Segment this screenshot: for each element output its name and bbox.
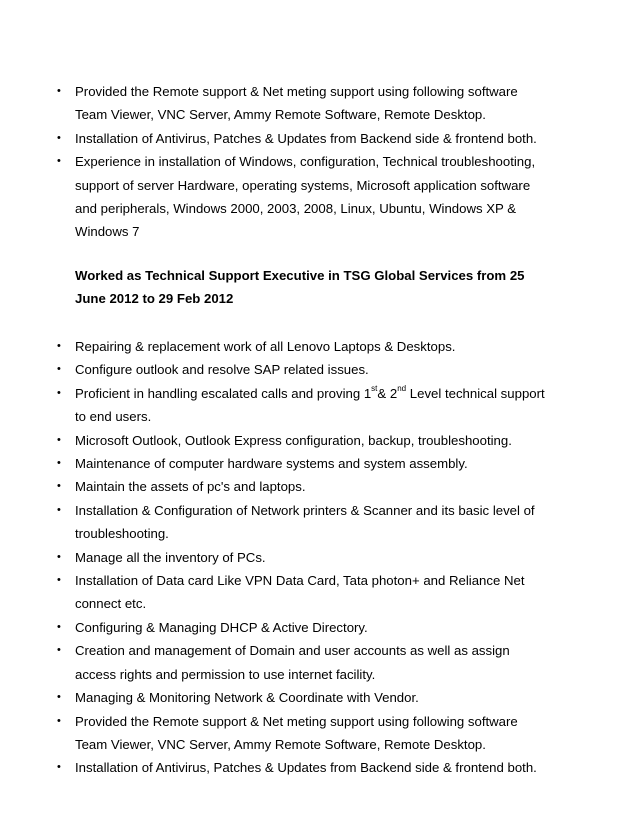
bullet-icon: • <box>57 85 61 97</box>
experience-list-1 <box>55 80 575 244</box>
list-item <box>55 358 575 381</box>
list-item <box>55 429 575 452</box>
list-item-line: Provided the Remote support & Net meting support using following software <box>75 713 518 729</box>
bullet-icon: • <box>57 550 61 563</box>
list-item-line: and peripherals, Windows 2000, 2003, 2008, Linux, Ubuntu, Windows XP & <box>75 201 517 217</box>
bullet-icon: • <box>57 340 61 352</box>
experience-list-2 <box>55 335 575 780</box>
list-item <box>55 639 575 686</box>
bullet-icon: • <box>57 131 61 144</box>
list-item <box>55 150 575 244</box>
list-item-line: Creation and management of Domain and user accounts as well as assign <box>75 643 510 659</box>
list-item-line: Configure outlook and resolve SAP related issues. <box>75 362 369 378</box>
list-item-line: Managing & Monitoring Network & Coordinate with Vendor. <box>75 690 419 706</box>
list-item <box>55 569 575 616</box>
list-item <box>55 335 575 358</box>
list-item-line: support of server Hardware, operating systems, Microsoft application software <box>75 177 531 193</box>
bullet-list <box>55 80 575 244</box>
list-item-line: Installation of Antivirus, Patches & Updates from Backend side & frontend both. <box>75 760 537 776</box>
bullet-icon: • <box>57 386 61 399</box>
list-item <box>55 475 575 498</box>
list-item-line: Windows 7 <box>75 224 140 240</box>
list-item-line: Repairing & replacement work of all Lenovo Laptops & Desktops. <box>75 339 456 354</box>
list-item <box>55 382 575 429</box>
list-item <box>55 710 575 757</box>
bullet-icon: • <box>57 155 61 168</box>
list-item-line: connect etc. <box>75 596 147 612</box>
list-item <box>55 756 575 779</box>
list-item-line: Provided the Remote support & Net meting support using following software <box>75 84 518 99</box>
job-heading-line-2: June 2012 to 29 Feb 2012 <box>75 291 234 307</box>
bullet-icon: • <box>57 457 61 470</box>
bullet-icon: • <box>57 644 61 657</box>
list-item-line: Team Viewer, VNC Server, Ammy Remote Software, Remote Desktop. <box>75 736 486 752</box>
bullet-icon: • <box>57 433 61 446</box>
list-item-line: Microsoft Outlook, Outlook Express configuration, backup, troubleshooting. <box>75 432 512 448</box>
list-item-line: Proficient in handling escalated calls and proving 1st& 2nd Level technical support <box>75 384 545 401</box>
list-item-line: to end users. <box>75 409 152 425</box>
bullet-icon: • <box>57 574 61 587</box>
list-item-line: Installation of Data card Like VPN Data Card, Tata photon+ and Reliance Net <box>75 573 525 589</box>
list-item <box>55 499 575 546</box>
list-item <box>55 546 575 569</box>
bullet-icon: • <box>57 691 61 704</box>
bullet-icon: • <box>57 714 61 727</box>
bullet-list <box>55 335 575 780</box>
bullet-icon: • <box>57 480 61 493</box>
list-item-line: Maintain the assets of pc's and laptops. <box>75 479 306 495</box>
bullet-icon: • <box>57 363 61 376</box>
list-item <box>55 616 575 639</box>
list-item-line: Team Viewer, VNC Server, Ammy Remote Software, Remote Desktop. <box>75 107 486 123</box>
bullet-icon: • <box>57 761 61 774</box>
list-item-line: Manage all the inventory of PCs. <box>75 549 266 565</box>
list-item-line: Configuring & Managing DHCP & Active Directory. <box>75 619 368 635</box>
list-item-line: Installation & Configuration of Network printers & Scanner and its basic level of <box>75 502 535 518</box>
bullet-icon: • <box>57 503 61 516</box>
list-item <box>55 452 575 475</box>
job-heading-line-1: Worked as Technical Support Executive in TSG Global Services from 25 <box>75 268 525 283</box>
list-item-line: Maintenance of computer hardware systems and system assembly. <box>75 456 468 472</box>
list-item-line: troubleshooting. <box>75 526 169 542</box>
list-item <box>55 127 575 150</box>
list-item-line: access rights and permission to use internet facility. <box>75 666 376 682</box>
bullet-icon: • <box>57 620 61 633</box>
list-item <box>55 686 575 709</box>
job-heading <box>75 264 575 311</box>
list-item-line: Experience in installation of Windows, configuration, Technical troubleshooting, <box>75 154 536 170</box>
list-item <box>55 80 575 127</box>
list-item-line: Installation of Antivirus, Patches & Updates from Backend side & frontend both. <box>75 130 537 146</box>
